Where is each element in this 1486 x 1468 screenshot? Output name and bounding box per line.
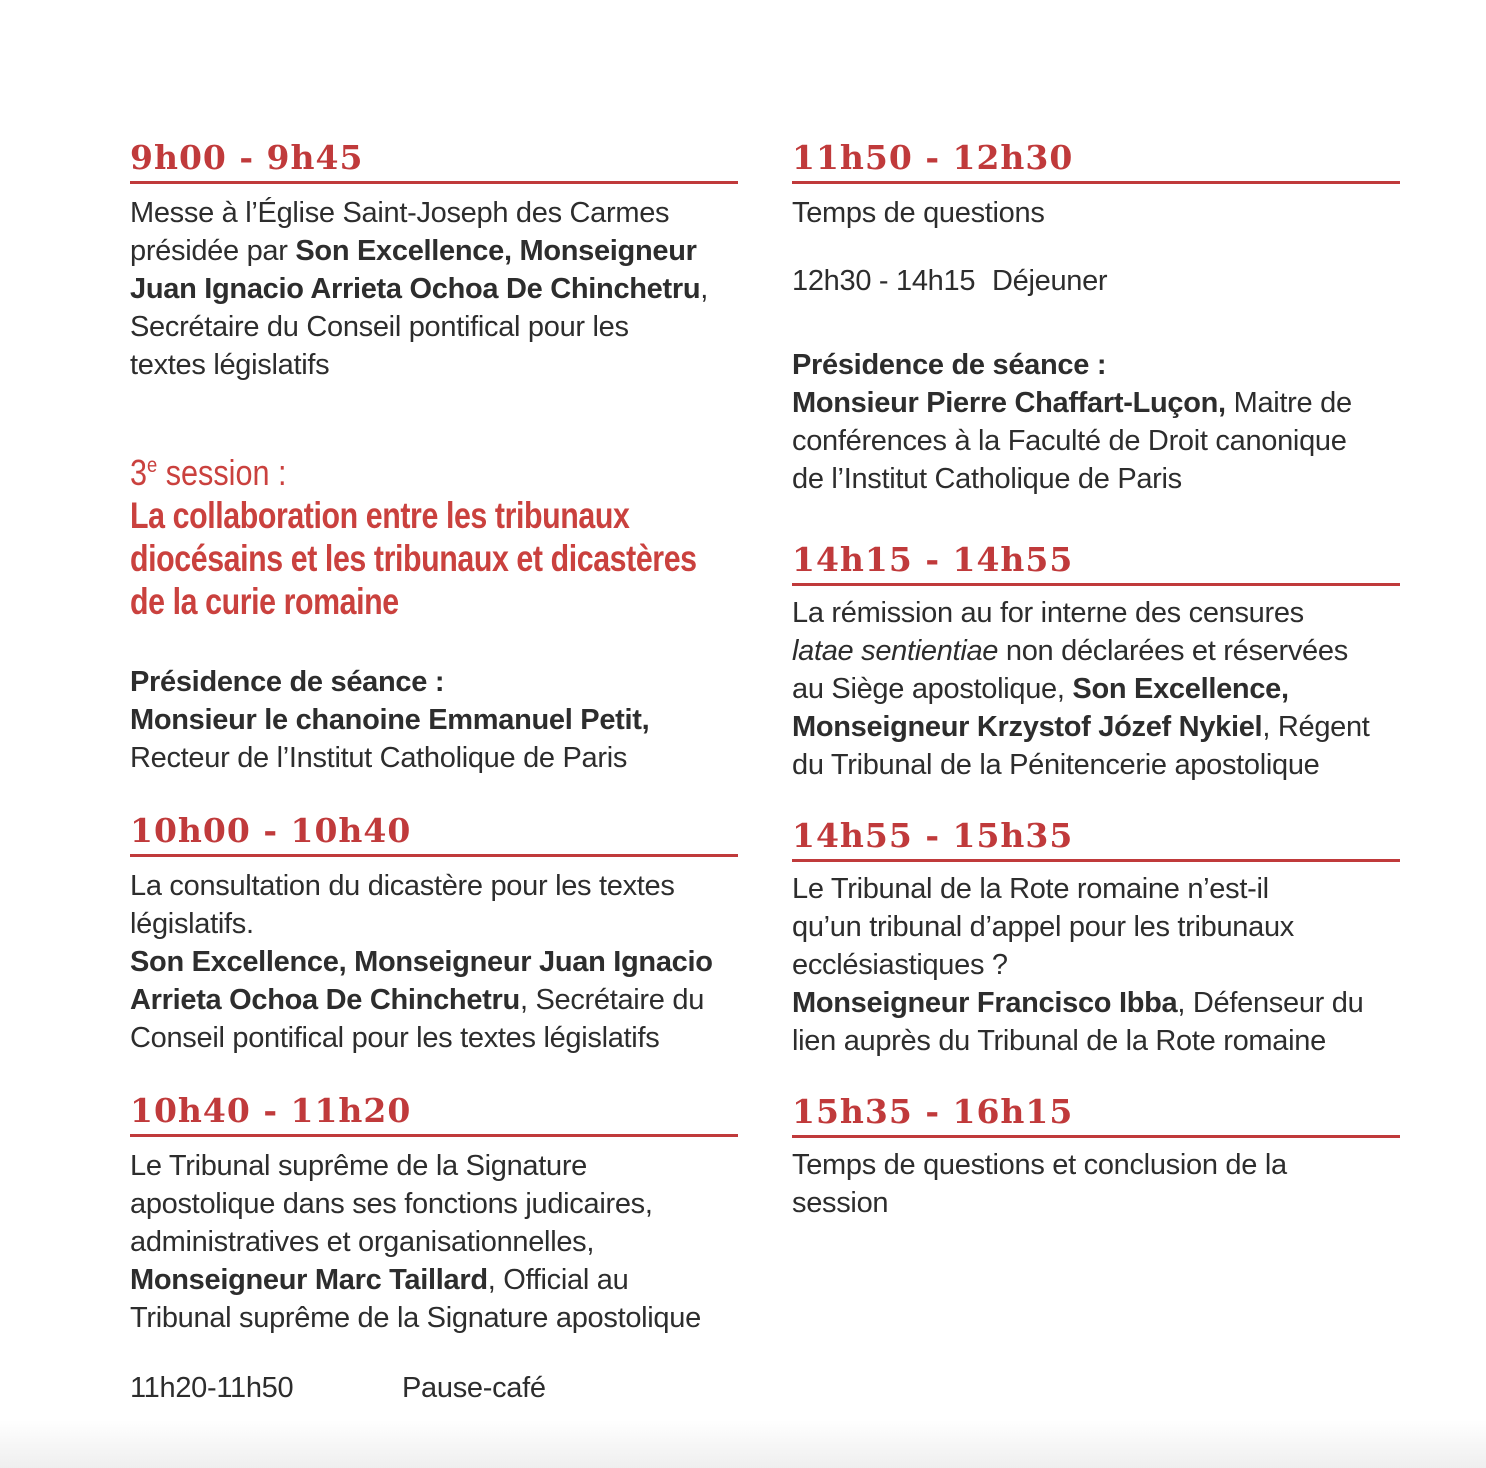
text-segment: Conseil pontifical pour les textes législatifs (130, 1022, 660, 1054)
text-segment: La rémission au for interne des censures (792, 597, 1304, 629)
session-time-heading: 10h00 - 10h40 (130, 813, 738, 857)
program-paragraph (792, 870, 1414, 1060)
text-segment: Son Excellence, Monseigneur (295, 235, 697, 267)
text-segment: Son Excellence, Monseigneur Juan Ignacio (130, 946, 713, 978)
event-label: Déjeuner (992, 265, 1108, 297)
session-number-label (130, 452, 659, 494)
text-segment: présidée par (130, 235, 296, 267)
program-paragraph (130, 1147, 752, 1337)
text-segment: session (792, 1187, 889, 1219)
text-segment: qu’un tribunal d’appel pour les tribunaux (792, 911, 1294, 943)
event-label: Pause-café (402, 1372, 546, 1404)
program-paragraph (130, 867, 752, 1057)
text-segment: session : (157, 452, 287, 493)
session-time-heading: 9h00 - 9h45 (130, 140, 738, 184)
program-paragraph (792, 194, 1414, 232)
text-segment: Monseigneur Marc Taillard (130, 1264, 488, 1296)
text-segment: Monseigneur Francisco Ibba (792, 987, 1178, 1019)
event-time: 12h30 - 14h15 (792, 265, 976, 297)
session-title-line: de la curie romaine (130, 581, 399, 622)
text-segment: textes législatifs (130, 349, 330, 381)
text-segment: Recteur de l’Institut Catholique de Paris (130, 742, 628, 774)
text-segment: Temps de questions et conclusion de la (792, 1149, 1287, 1181)
text-segment: de l’Institut Catholique de Paris (792, 463, 1182, 495)
text-segment: , Défenseur du (1177, 987, 1364, 1019)
session-time-heading: 15h35 - 16h15 (792, 1094, 1400, 1138)
text-segment: latae sentientiae (792, 635, 999, 667)
program-column-right (792, 140, 1414, 1222)
program-column-left (130, 140, 752, 1407)
session-time-heading: 11h50 - 12h30 (792, 140, 1400, 184)
text-segment: Monseigneur Krzystof Józef Nykiel (792, 711, 1263, 743)
text-segment: non déclarées et réservées (998, 635, 1348, 667)
text-segment: législatifs. (130, 908, 254, 940)
program-paragraph (130, 663, 752, 777)
text-segment: Maitre de (1225, 387, 1352, 419)
text-segment: Secrétaire du Conseil pontifical pour les (130, 311, 629, 343)
session-time-heading: 14h55 - 15h35 (792, 818, 1400, 862)
schedule-inline-event (130, 1369, 752, 1407)
text-segment: du Tribunal de la Pénitencerie apostolique (792, 749, 1320, 781)
session-time-heading: 10h40 - 11h20 (130, 1093, 738, 1137)
program-paragraph (130, 194, 752, 384)
text-segment: Messe à l’Église Saint-Joseph des Carmes (130, 197, 670, 229)
session-title (130, 494, 697, 623)
session-time-heading: 14h15 - 14h55 (792, 542, 1400, 586)
text-segment: Monsieur Pierre Chaffart-Luçon, (792, 387, 1226, 419)
text-segment: apostolique dans ses fonctions judicaires, (130, 1188, 653, 1220)
text-segment: Tribunal suprême de la Signature apostolique (130, 1302, 701, 1334)
text-segment: Présidence de séance : (792, 349, 1107, 381)
text-segment: Son Excellence, (1072, 673, 1289, 705)
text-segment: , Official au (487, 1264, 629, 1296)
text-segment: La consultation du dicastère pour les textes (130, 870, 675, 902)
text-segment: Arrieta Ochoa De Chinchetru (130, 984, 520, 1016)
text-segment: Le Tribunal suprême de la Signature (130, 1150, 588, 1182)
program-paragraph (792, 594, 1414, 784)
event-time: 11h20-11h50 (130, 1372, 294, 1404)
text-segment: , (700, 273, 709, 305)
text-segment: au Siège apostolique, (792, 673, 1073, 705)
text-segment: Monsieur le chanoine Emmanuel Petit, (130, 704, 650, 736)
text-segment: Le Tribunal de la Rote romaine n’est-il (792, 873, 1269, 905)
text-segment: Présidence de séance : (130, 666, 445, 698)
text-segment: Juan Ignacio Arrieta Ochoa De Chinchetru (130, 273, 701, 305)
text-segment: e (147, 452, 158, 477)
text-segment: conférences à la Faculté de Droit canonique (792, 425, 1347, 457)
text-segment: ecclésiastiques ? (792, 949, 1008, 981)
text-segment: lien auprès du Tribunal de la Rote romaine (792, 1025, 1326, 1057)
text-segment: , Secrétaire du (519, 984, 705, 1016)
session-title-line: La collaboration entre les tribunaux (130, 495, 630, 536)
program-paragraph (792, 346, 1414, 498)
text-segment: , Régent (1262, 711, 1370, 743)
text-segment: 3 (130, 452, 148, 493)
page-bottom-shade (0, 1420, 1486, 1468)
session-title-line: diocésains et les tribunaux et dicastères (130, 538, 697, 579)
text-segment: administratives et organisationnelles, (130, 1226, 595, 1258)
program-paragraph (792, 1146, 1414, 1222)
schedule-inline-event (792, 262, 1414, 300)
text-segment: Temps de questions (792, 197, 1045, 229)
